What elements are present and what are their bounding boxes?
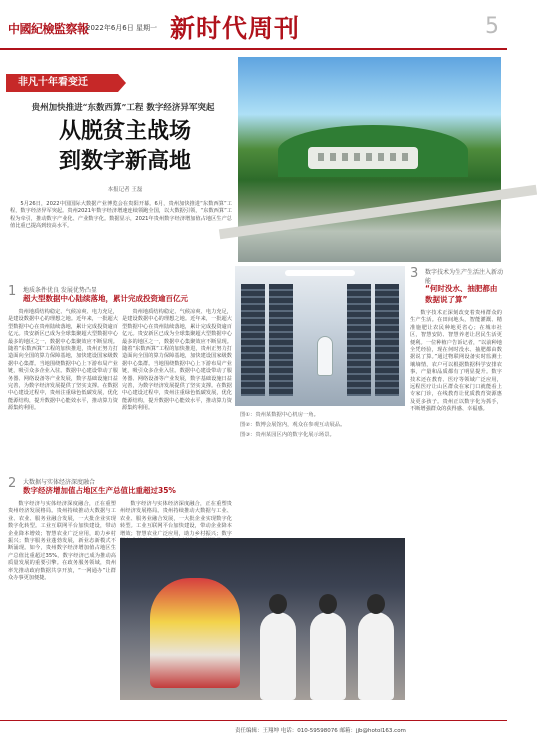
footer-editor-info: 责任编辑：王翔坤 电话：010-59598076 邮箱：jjb@hotol163.com: [235, 728, 406, 734]
section-3-heading: [410, 266, 502, 306]
issue-date: 2022年6月6日 星期一: [86, 24, 157, 32]
visitor-figure: [310, 612, 346, 700]
expo-photo: [120, 538, 405, 700]
server-rack: [347, 284, 371, 396]
section-2-text: 数字经济与实体经济深度融合，正在重塑贵州经济发展格局。贵州持续推动大数据与工业、农业、服务业融合发展，一大批企业实现数字化转型。工业互联网平台加快建设，带动企业降本增效；智慧农业广泛应用，助力乡村振兴；数字服务业蓬勃发展，新业态新模式不断涌现。如今，贵州数字经济增加值占地区生产总值比重超过35%，数字经济已成为推动高质量发展的重要引擎。在政务服务领域，贵州率先推动政府数据共享开放，“一网通办”让群众办事更加便捷。: [8, 501, 116, 582]
section-3-number: 3: [410, 266, 419, 281]
section-title: 新时代周刊: [170, 14, 301, 43]
section-1-text: 贵州地质结构稳定、气候凉爽、电力充足，是建设数据中心的理想之地。近年来，一批超大型数据中心在贵州陆续落地，累计完成投资逾百亿元。贵安新区已成为全球集聚超大型数据中心最多的地区之一，数据中心集聚效应不断显现。随着“东数西算”工程的加快推进，贵州正努力打造面向全国的算力保障基地，加快建设国家级数据中心集群。当地围绕数据中心上下游布局产业链，吸引众多企业入驻。数据中心建设带动了服务器、网络设备等产业发展，数字基础设施日益完善，为数字经济发展提供了坚实支撑。在数据中心建设过程中，贵州注重绿色低碳发展，优化能源结构，提升数据中心能效水平，推动算力资源集约利用。: [8, 309, 118, 412]
section-1-number: 1: [8, 284, 17, 299]
server-rack: [241, 284, 265, 396]
headline-line-1: 从脱贫主战场: [58, 118, 191, 144]
section-2-text-continued: 数字经济与实体经济深度融合，正在重塑贵州经济发展格局。贵州持续推动大数据与工业、农业、服务业融合发展，一大批企业实现数字化转型。工业互联网平台加快建设，带动企业降本增效；智慧农业广泛应用，助力乡村振兴；数字: [120, 501, 232, 537]
feature-badge: 非凡十年看变迁: [6, 74, 118, 92]
section-3-kicker: 数字技术为生产生活注入新动能: [425, 269, 504, 285]
section-1-heading: [8, 284, 233, 306]
datacenter-photo: [235, 266, 405, 406]
server-rack: [375, 284, 399, 396]
footer: [0, 720, 507, 741]
visitor-figure: [358, 612, 394, 700]
ceiling-light: [285, 270, 355, 276]
hero-road: [219, 185, 537, 239]
section-2-kicker: 大数据与实体经济深度融合: [23, 479, 96, 486]
byline: 本报记者 王磊: [107, 187, 143, 193]
section-1-kicker: 地质条件优良 发展优势凸显: [23, 287, 97, 294]
hero-building: [308, 147, 418, 169]
server-rack: [269, 284, 293, 396]
section-1-title: 超大型数据中心陆续落地，累计完成投资逾百亿元: [23, 294, 188, 303]
paper-name: 中國紀檢監察報: [8, 22, 89, 36]
caption-3: 图③：贵州某园区内的数字化展示场景。: [240, 432, 335, 438]
section-3-title: “何时没水、抽肥都由数据说了算”: [425, 284, 498, 304]
section-2-heading: [8, 476, 233, 498]
section-3-text: 数字技术正深刻改变着贵州群众的生产生活。在田间地头，智能灌溉、精准施肥让农民种地更省心；在城市社区，智慧安防、智慧养老让居民生活更便利。一位种植户告诉记者，“以前种地全凭经验，现在何时没水、抽肥都由数据说了算。”通过物联网设备实时监测土壤墒情，农户可以根据数据科学安排农事，产量和品质都有了明显提升。数字技术还在教育、医疗等领域广泛应用，远程医疗让山区群众在家门口就能看上专家门诊，在线教育让优质教育资源惠及更多孩子。贵州正以数字化为抓手，不断增强群众的获得感、幸福感。: [410, 310, 502, 413]
page-number: 5: [485, 14, 499, 39]
caption-2: 图②：数博会展馆内，观众在参观互动展品。: [240, 422, 346, 428]
caption-1: 图①：贵州某数据中心机房一角。: [240, 412, 319, 418]
hero-photo: [238, 57, 501, 262]
inspection-robot: [317, 336, 333, 376]
headline-subtitle: 贵州加快推进“东数西算”工程 数字经济异军突起: [31, 103, 215, 113]
exhibit-model: [150, 578, 240, 688]
photo-captions: [240, 410, 400, 440]
masthead: [0, 0, 507, 50]
section-1-text-continued: 贵州地质结构稳定、气候凉爽、电力充足，是建设数据中心的理想之地。近年来，一批超大型数据中心在贵州陆续落地，累计完成投资逾百亿元。贵安新区已成为全球集聚超大型数据中心最多的地区之一，数据中心集聚效应不断显现。随着“东数西算”工程的加快推进，贵州正努力打造面向全国的算力保障基地，加快建设国家级数据中心集群。当地围绕数据中心上下游布局产业链，吸引众多企业入驻。数据中心建设带动了服务器、网络设备等产业发展，数字基础设施日益完善，为数字经济发展提供了坚实支撑。在数据中心建设过程中，贵州注重绿色低碳发展，优化能源结构，提升数据中心能效水平，推动算力资源集约利用。: [122, 309, 232, 412]
section-2-number: 2: [8, 476, 17, 491]
section-2-title: 数字经济增加值占地区生产总值比重超过35%: [23, 486, 176, 495]
headline-line-2: 到数字新高地: [58, 148, 191, 174]
visitor-figure: [260, 612, 296, 700]
headline: [40, 116, 210, 176]
lead-paragraph: 5月26日，2022中国国际大数据产业博览会在贵阳开幕。6月，贵州加快推进“东数西算”工程，数字经济异军突起。贵州2021年数字经济增速连续领跑全国，以大数据引领，“东数西算”工程为牵引，推动数字产业化、产业数字化。数据显示，2021年贵州数字经济增加值占地区生产总值比重已提高到较高水平。: [10, 201, 232, 230]
